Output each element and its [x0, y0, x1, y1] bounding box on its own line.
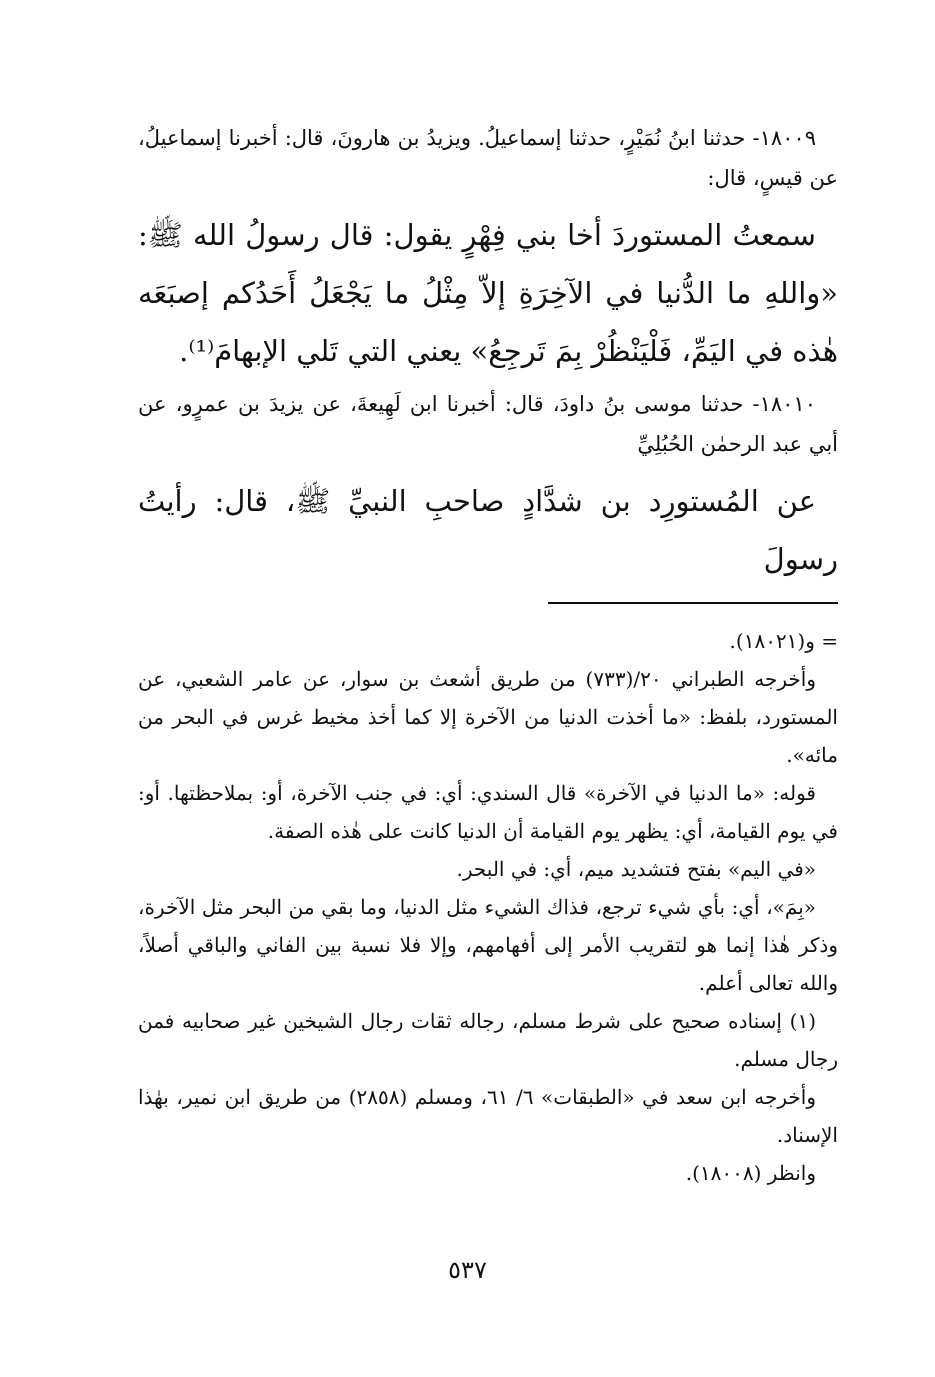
page-number: ٥٣٧	[448, 1256, 487, 1284]
footnote-paragraph: وأخرجه الطبراني ٢٠/(٧٣٣) من طريق أشعث بن سوار، عن عامر الشعبي، عن المستورد، بلفظ: «ما أخذت الدنيا من الآخرة إلا كما أخذ مخيط غرس في البحر من مائه».	[138, 667, 838, 767]
footnote-paragraph: قوله: «ما الدنيا في الآخرة» قال السندي: أي: في جنب الآخرة، أو: بملاحظتها. أو: في يوم القيامة، أي: يظهر يوم القيامة أن الدنيا كانت على هٰذه الصفة.	[138, 781, 838, 843]
hadith-18009-isnad: ١٨٠٠٩- حدثنا ابنُ نُمَيْرٍ، حدثنا إسماعيلُ. ويزيدُ بن هارونَ، قال: أخبرنا إسماعيلُ، عن قيسٍ، قال:	[138, 126, 838, 190]
footnote-continuation: = و(١٨٠٢١).	[729, 629, 838, 653]
footnote-separator	[548, 602, 838, 604]
hadith-18010-matn: عن المُستورِد بن شدَّادٍ صاحبِ النبيِّ ﷺ، قال: رأيتُ رسولَ	[138, 484, 838, 576]
hadith-18010-isnad: ١٨٠١٠- حدثنا موسى بنُ داودَ، قال: أخبرنا ابن لَهِيعةَ، عن يزيدَ بن عمرٍو، عن أبي عبد الرحمٰن الحُبُلِيِّ	[138, 392, 838, 456]
page-body	[138, 118, 838, 1192]
footnote-paragraph: «بِمَ»، أي: بأي شيء ترجع، فذاك الشيء مثل الدنيا، وما بقي من البحر مثل الآخرة، وذكر هٰذا إنما هو لتقريب الأمر إلى أفهامهم، وإلا فلا نسبة بين الفاني والباقي أصلاً، والله تعالى أعلم.	[138, 895, 838, 995]
footnote-paragraph: وأخرجه ابن سعد في «الطبقات» ٦/ ٦١، ومسلم (٢٨٥٨) من طريق ابن نمير، بهٰذا الإسناد.	[138, 1085, 838, 1147]
hadith-18009-matn: سمعتُ المستوردَ أخا بني فِهْرٍ يقول: قال رسولُ الله ﷺ: «واللهِ ما الدُّنيا في الآخِرَةِ إلاّ مِثْلُ ما يَجْعَلُ أَحَدُكم إصبَعَه هٰذه في اليَمِّ، فَلْيَنْظُرْ بِمَ تَرجِعُ» يعني التي تَلي الإبهامَ⁽¹⁾.	[138, 218, 838, 368]
footnote-paragraph: وانظر (١٨٠٠٨).	[685, 1161, 816, 1185]
footnote-paragraph: «في اليم» بفتح فتشديد ميم، أي: في البحر.	[456, 857, 816, 881]
footnote-1: (١) إسناده صحيح على شرط مسلم، رجاله ثقات رجال الشيخين غير صحابيه فمن رجال مسلم.	[138, 1009, 838, 1071]
